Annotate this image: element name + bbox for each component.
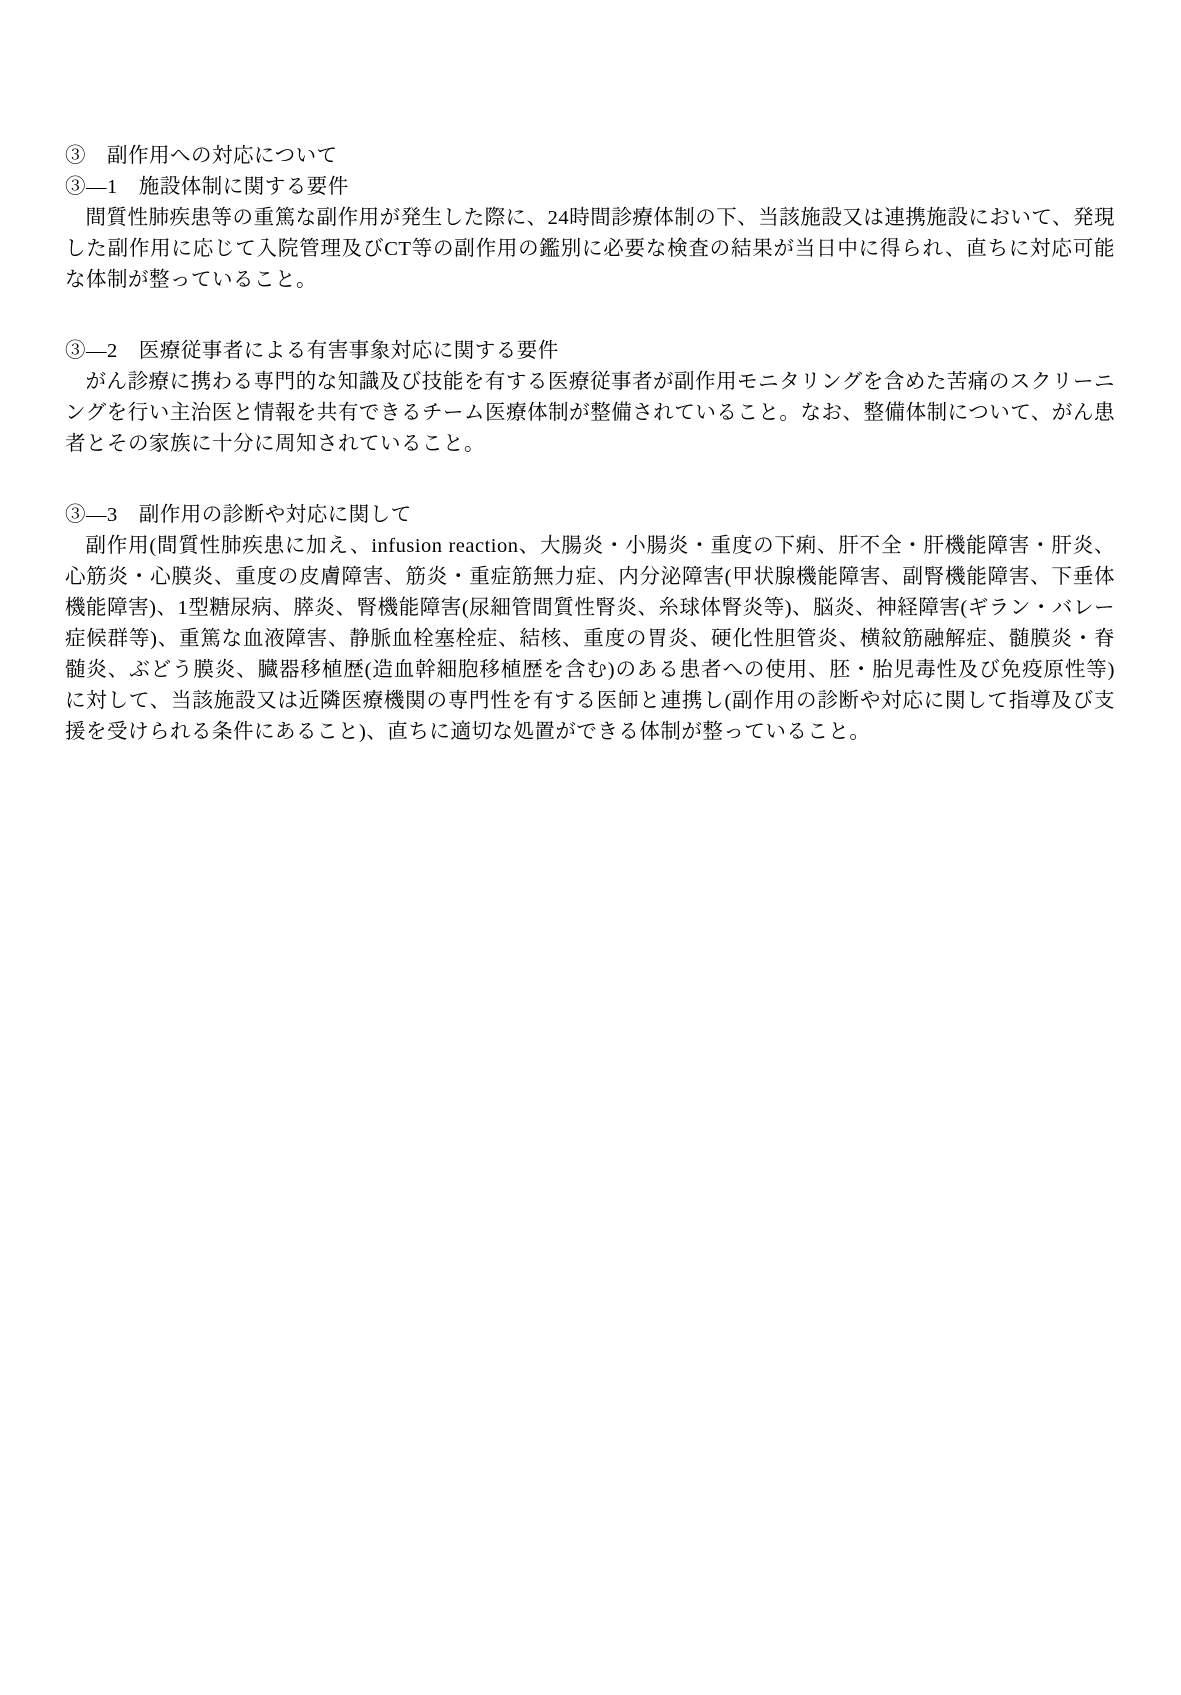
section-adverse-event-staff-requirements	[65, 336, 1115, 460]
subsection-heading-3-2: ③―2 医療従事者による有害事象対応に関する要件	[65, 340, 559, 362]
subsection-body-3-2: がん診療に携わる専門的な知識及び技能を有する医療従事者が副作用モニタリングを含めた苦痛のスクリーニングを行い主治医と情報を共有できるチーム医療体制が整備されていること。なお、整備体制について、がん患者とその家族に十分に周知されていること。	[65, 371, 1115, 455]
section-facility-requirements	[65, 172, 1115, 296]
subsection-body-3-1: 間質性肺疾患等の重篤な副作用が発生した際に、24時間診療体制の下、当該施設又は連携施設において、発現した副作用に応じて入院管理及びCT等の副作用の鑑別に必要な検査の結果が当日中に得られ、直ちに対応可能な体制が整っていること。	[65, 207, 1115, 291]
subsection-heading-3-1: ③―1 施設体制に関する要件	[65, 176, 349, 198]
subsection-body-3-3: 副作用(間質性肺疾患に加え、infusion reaction、大腸炎・小腸炎・重度の下痢、肝不全・肝機能障害・肝炎、心筋炎・心膜炎、重度の皮膚障害、筋炎・重症筋無力症、内分泌障害(甲状腺機能障害、副腎機能障害、下垂体機能障害)、1型糖尿病、膵炎、腎機能障害(尿細管間質性腎炎、糸球体腎炎等)、脳炎、神経障害(ギラン・バレー症候群等)、重篤な血液障害、静脈血栓塞栓症、結核、重度の胃炎、硬化性胆管炎、横紋筋融解症、髄膜炎・脊髄炎、ぶどう膜炎、臓器移植歴(造血幹細胞移植歴を含む)のある患者への使用、胚・胎児毒性及び免疫原性等)に対して、当該施設又は近隣医療機関の専門性を有する医師と連携し(副作用の診断や対応に関して指導及び支援を受けられる条件にあること)、直ちに適切な処置ができる体制が整っていること。	[65, 535, 1115, 743]
subsection-heading-3-3: ③―3 副作用の診断や対応に関して	[65, 504, 412, 526]
section-side-effect-diagnosis	[65, 500, 1115, 748]
page-title: ③ 副作用への対応について	[65, 145, 338, 167]
